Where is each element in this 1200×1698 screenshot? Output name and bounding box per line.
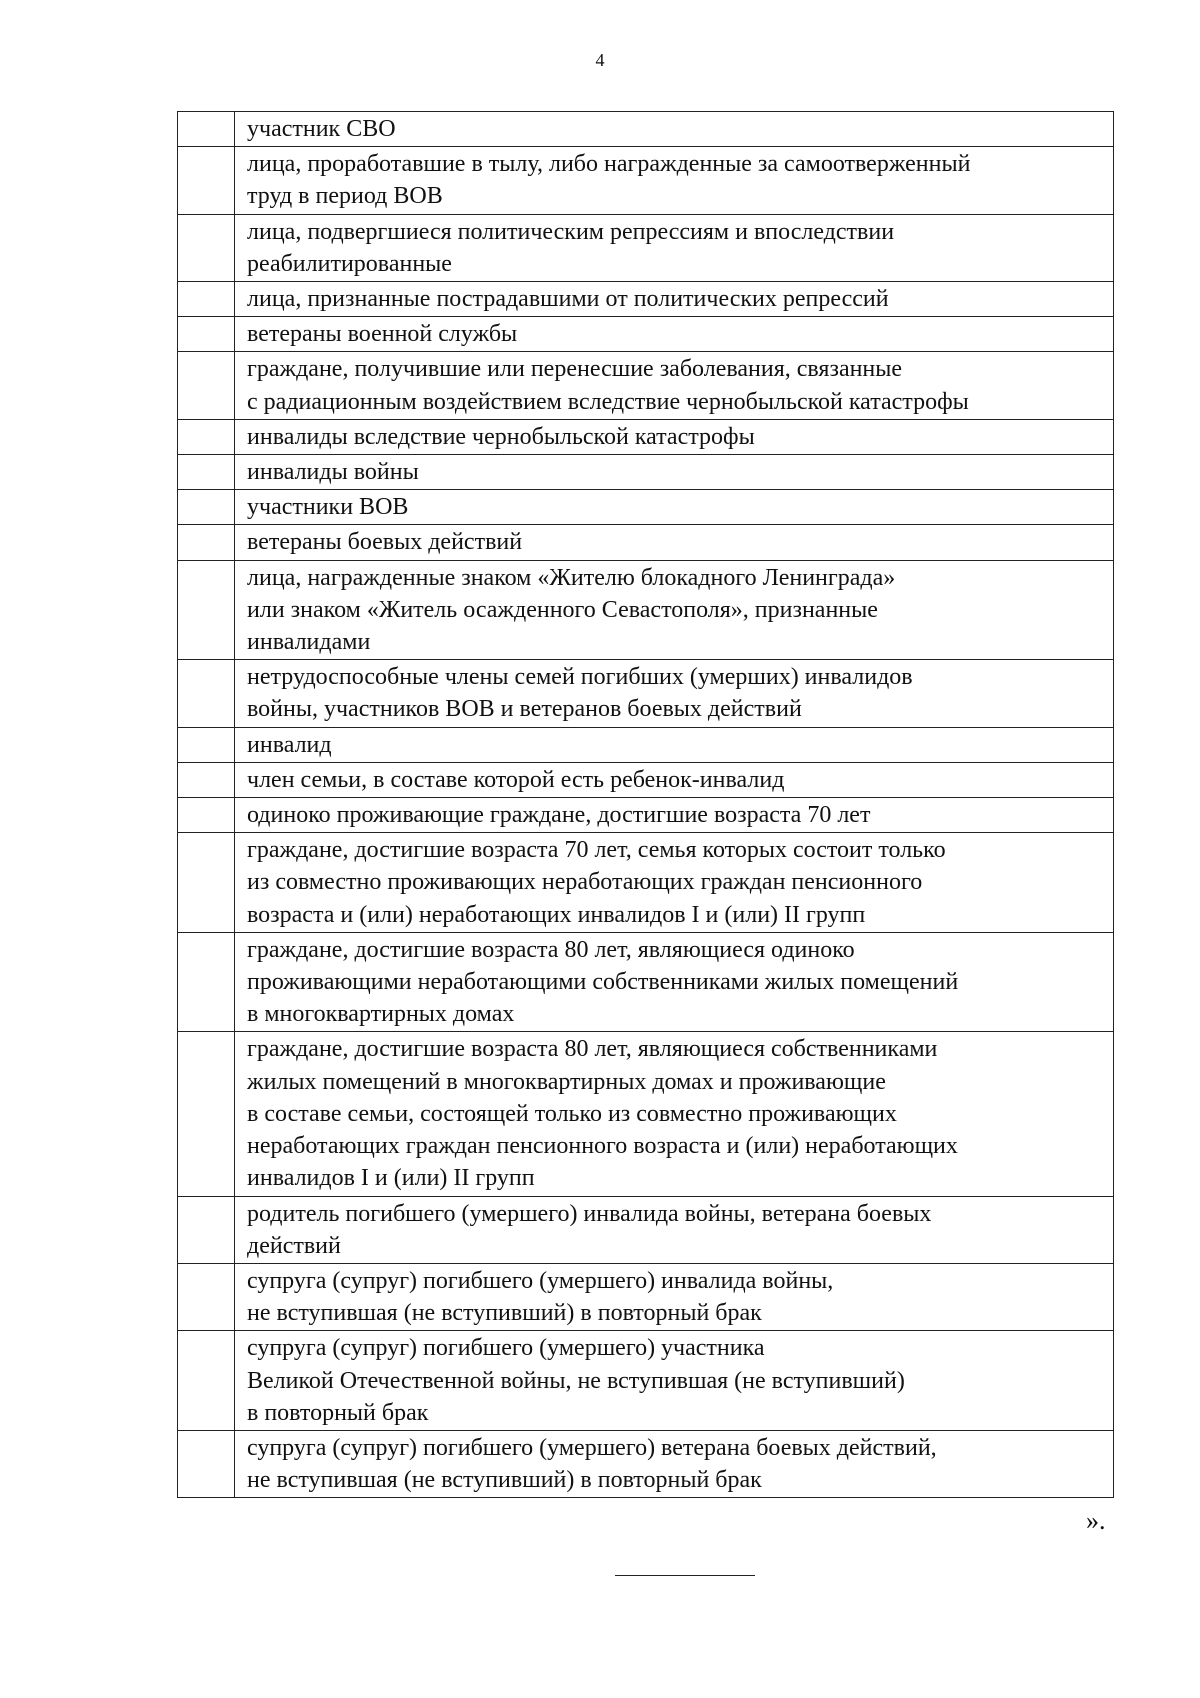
category-text-cell	[235, 560, 1114, 660]
row-mark-cell	[178, 352, 235, 419]
category-text-line: член семьи, в составе которой есть ребенок-инвалид	[247, 766, 785, 793]
row-mark-cell	[178, 1032, 235, 1196]
table-row	[178, 317, 1114, 352]
category-text-line: лица, награжденные знаком «Жителю блокадного Ленинграда»	[247, 564, 896, 591]
category-text-line: супруга (супруг) погибшего (умершего) ветерана боевых действий,	[247, 1434, 937, 1461]
category-text-cell	[235, 525, 1114, 560]
category-text-line: в составе семьи, состоящей только из совместно проживающих	[247, 1100, 897, 1127]
table-row	[178, 1263, 1114, 1330]
category-text-line: ветераны военной службы	[247, 321, 518, 348]
category-text-line: неработающих граждан пенсионного возраста и (или) неработающих	[247, 1133, 958, 1160]
row-mark-cell	[178, 282, 235, 317]
category-text-line: ветераны боевых действий	[247, 529, 523, 556]
category-text-cell	[235, 1430, 1114, 1497]
table-row	[178, 560, 1114, 660]
category-text-line: жилых помещений в многоквартирных домах и проживающие	[247, 1068, 886, 1095]
table-row	[178, 1032, 1114, 1196]
category-text-line: в многоквартирных домах	[247, 1001, 515, 1028]
category-text-cell	[235, 1196, 1114, 1263]
table-row	[178, 490, 1114, 525]
category-text-cell	[235, 1331, 1114, 1431]
category-text-line: граждане, получившие или перенесшие заболевания, связанные	[247, 356, 903, 383]
category-text-line: одиноко проживающие граждане, достигшие возраста 70 лет	[247, 802, 871, 829]
category-text-cell	[235, 112, 1114, 147]
categories-table	[177, 111, 1114, 1498]
category-text-cell	[235, 147, 1114, 214]
category-text-line: действий	[247, 1232, 341, 1259]
category-text-line: или знаком «Житель осажденного Севастополя», признанные	[247, 596, 878, 623]
category-text-cell	[235, 455, 1114, 490]
table-row	[178, 660, 1114, 727]
page-number: 4	[595, 50, 605, 70]
table-row	[178, 112, 1114, 147]
category-text-cell	[235, 660, 1114, 727]
end-divider-line	[615, 1575, 755, 1576]
category-text-line: инвалид	[247, 731, 332, 758]
table-row	[178, 762, 1114, 797]
row-mark-cell	[178, 490, 235, 525]
row-mark-cell	[178, 112, 235, 147]
category-text-line: войны, участников ВОВ и ветеранов боевых действий	[247, 696, 802, 723]
category-text-cell	[235, 727, 1114, 762]
category-text-line: из совместно проживающих неработающих граждан пенсионного	[247, 869, 923, 896]
category-text-cell	[235, 214, 1114, 281]
category-text-line: реабилитированные	[247, 250, 452, 277]
category-text-line: родитель погибшего (умершего) инвалида войны, ветерана боевых	[247, 1200, 932, 1227]
table-row	[178, 147, 1114, 214]
category-text-cell	[235, 833, 1114, 933]
table-row	[178, 525, 1114, 560]
category-text-cell	[235, 419, 1114, 454]
table-row	[178, 419, 1114, 454]
category-text-line: супруга (супруг) погибшего (умершего) участника	[247, 1335, 765, 1362]
table-row	[178, 1430, 1114, 1497]
category-text-line: в повторный брак	[247, 1399, 429, 1426]
row-mark-cell	[178, 1196, 235, 1263]
category-text-line: инвалиды войны	[247, 459, 419, 486]
row-mark-cell	[178, 798, 235, 833]
category-text-cell	[235, 352, 1114, 419]
category-text-cell	[235, 490, 1114, 525]
row-mark-cell	[178, 419, 235, 454]
row-mark-cell	[178, 147, 235, 214]
categories-table-body	[178, 112, 1114, 1498]
category-text-line: граждане, достигшие возраста 80 лет, являющиеся одиноко	[247, 936, 855, 963]
category-text-line: инвалидами	[247, 629, 371, 656]
category-text-line: инвалидов I и (или) II групп	[247, 1165, 535, 1192]
row-mark-cell	[178, 932, 235, 1032]
category-text-line: лица, подвергшиеся политическим репрессиям и впоследствии	[247, 218, 895, 245]
category-text-line: участник СВО	[247, 116, 396, 142]
category-text-cell	[235, 1032, 1114, 1196]
table-row	[178, 352, 1114, 419]
closing-quotation-mark: ».	[1086, 1506, 1106, 1535]
row-mark-cell	[178, 660, 235, 727]
table-row	[178, 1331, 1114, 1431]
row-mark-cell	[178, 833, 235, 933]
table-row	[178, 727, 1114, 762]
table-row	[178, 282, 1114, 317]
row-mark-cell	[178, 455, 235, 490]
category-text-line: возраста и (или) неработающих инвалидов I и (или) II групп	[247, 901, 866, 928]
category-text-line: проживающими неработающими собственниками жилых помещений	[247, 969, 959, 996]
table-row	[178, 798, 1114, 833]
category-text-cell	[235, 1263, 1114, 1330]
category-text-cell	[235, 762, 1114, 797]
row-mark-cell	[178, 727, 235, 762]
table-row	[178, 455, 1114, 490]
category-text-line: не вступившая (не вступивший) в повторный брак	[247, 1467, 762, 1494]
category-text-line: лица, признанные пострадавшими от политических репрессий	[247, 286, 889, 313]
row-mark-cell	[178, 1263, 235, 1330]
category-text-line: граждане, достигшие возраста 80 лет, являющиеся собственниками	[247, 1036, 938, 1063]
row-mark-cell	[178, 1430, 235, 1497]
row-mark-cell	[178, 525, 235, 560]
category-text-line: инвалиды вследствие чернобыльской катастрофы	[247, 423, 755, 450]
row-mark-cell	[178, 762, 235, 797]
category-text-line: супруга (супруг) погибшего (умершего) инвалида войны,	[247, 1267, 834, 1294]
row-mark-cell	[178, 214, 235, 281]
category-text-cell	[235, 317, 1114, 352]
category-text-line: не вступившая (не вступивший) в повторный брак	[247, 1300, 762, 1327]
row-mark-cell	[178, 1331, 235, 1431]
row-mark-cell	[178, 560, 235, 660]
category-text-line: лица, проработавшие в тылу, либо награжденные за самоотверженный	[247, 151, 971, 178]
table-row	[178, 932, 1114, 1032]
category-text-line: Великой Отечественной войны, не вступившая (не вступивший)	[247, 1367, 905, 1394]
table-row	[178, 214, 1114, 281]
category-text-cell	[235, 282, 1114, 317]
category-text-line: нетрудоспособные члены семей погибших (умерших) инвалидов	[247, 664, 913, 691]
category-text-cell	[235, 932, 1114, 1032]
category-text-cell	[235, 798, 1114, 833]
table-row	[178, 833, 1114, 933]
category-text-line: с радиационным воздействием вследствие чернобыльской катастрофы	[247, 388, 969, 415]
table-row	[178, 1196, 1114, 1263]
category-text-line: труд в период ВОВ	[247, 183, 443, 210]
category-text-line: граждане, достигшие возраста 70 лет, семья которых состоит только	[247, 837, 946, 864]
category-text-line: участники ВОВ	[247, 494, 409, 521]
row-mark-cell	[178, 317, 235, 352]
